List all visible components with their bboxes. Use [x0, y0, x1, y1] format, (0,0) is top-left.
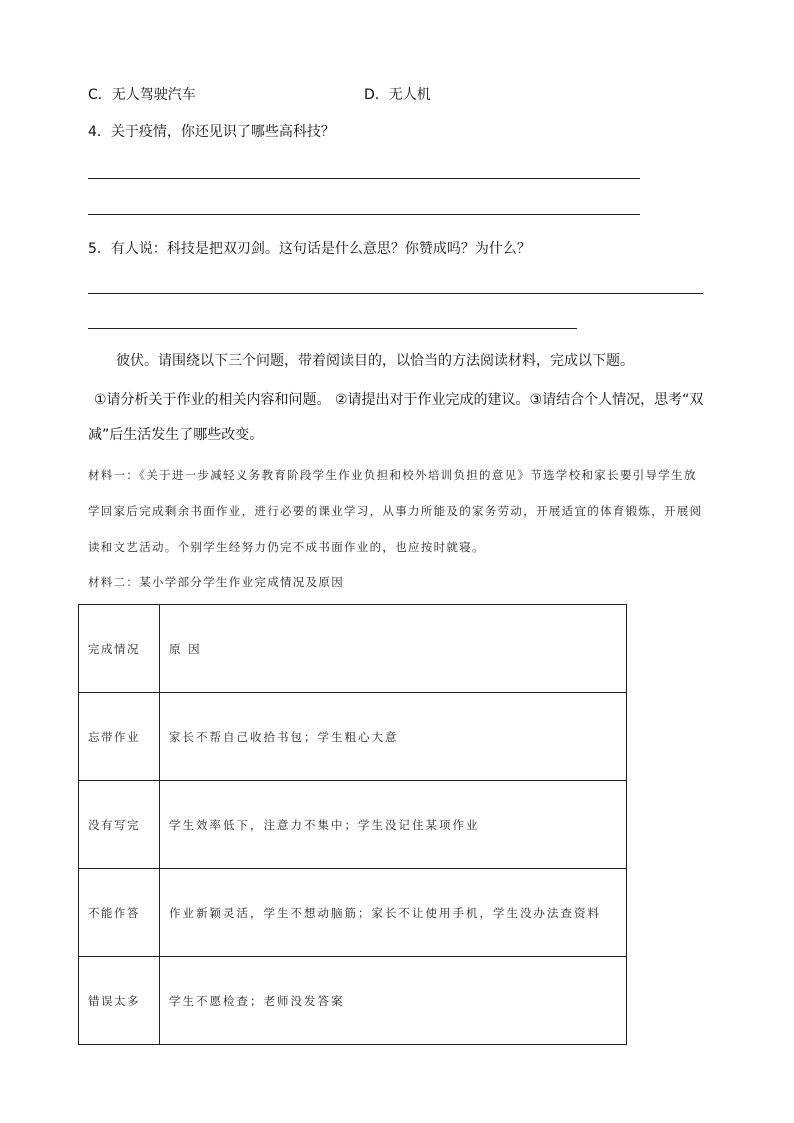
table-header-status: 完成情况: [79, 605, 160, 693]
table-cell-status: 不能作答: [79, 869, 160, 957]
table-row: [79, 869, 627, 957]
table-row: [79, 781, 627, 869]
option-d: D．无人机: [364, 87, 431, 103]
table-cell-status: 忘带作业: [79, 693, 160, 781]
answer-line-q4-1: [88, 178, 640, 179]
reading-tasks-line-1: ①请分析关于作业的相关内容和问题。 ②请提出对于作业完成的建议。③请结合个人情况，思考“双: [94, 392, 704, 408]
material-one-paragraph: 材料一：《关于进一步减轻义务教育阶段学生作业负担和校外培训负担的意见》节选学校和家长要引导学生放学回家后完成剩余书面作业，进行必要的课业学习，从事力所能及的家务劳动，开展适宜的体育锻炼，开展阅读和文艺活动。个别学生经努力仍完不成书面作业的，也应按时就寝。: [88, 468, 703, 554]
reading-tasks-line-2: 减”后生活发生了哪些改变。: [88, 427, 264, 443]
table-row: [79, 957, 627, 1045]
table-row: [79, 693, 627, 781]
table-cell-status: 错误太多: [79, 957, 160, 1045]
question-4: 4．关于疫情，你还见识了哪些高科技？: [88, 124, 335, 140]
answer-line-q5-1: [88, 293, 703, 294]
table-header-reason: 原 因: [160, 605, 627, 693]
material-two-title: 材料二：某小学部分学生作业完成情况及原因: [88, 575, 344, 589]
reading-intro: 彼伏。请围绕以下三个问题，带着阅读目的，以恰当的方法阅读材料，完成以下题。: [116, 353, 634, 369]
table-header-row: [79, 605, 627, 693]
question-5: 5．有人说：科技是把双刃剑。这句话是什么意思？你赞成吗？为什么？: [88, 241, 531, 257]
homework-status-table: [78, 604, 627, 1045]
answer-line-q4-2: [88, 214, 640, 215]
table-cell-reason: 学生不愿检查；老师没发答案: [160, 957, 627, 1045]
table-cell-status: 没有写完: [79, 781, 160, 869]
answer-line-q5-2: [88, 328, 577, 329]
option-c: C．无人驾驶汽车: [88, 87, 196, 103]
table-cell-reason: 作业新颖灵活，学生不想动脑筋；家长不让使用手机，学生没办法查资料: [160, 869, 627, 957]
table-cell-reason: 学生效率低下，注意力不集中；学生没记住某项作业: [160, 781, 627, 869]
table-cell-reason: 家长不帮自己收拾书包；学生粗心大意: [160, 693, 627, 781]
